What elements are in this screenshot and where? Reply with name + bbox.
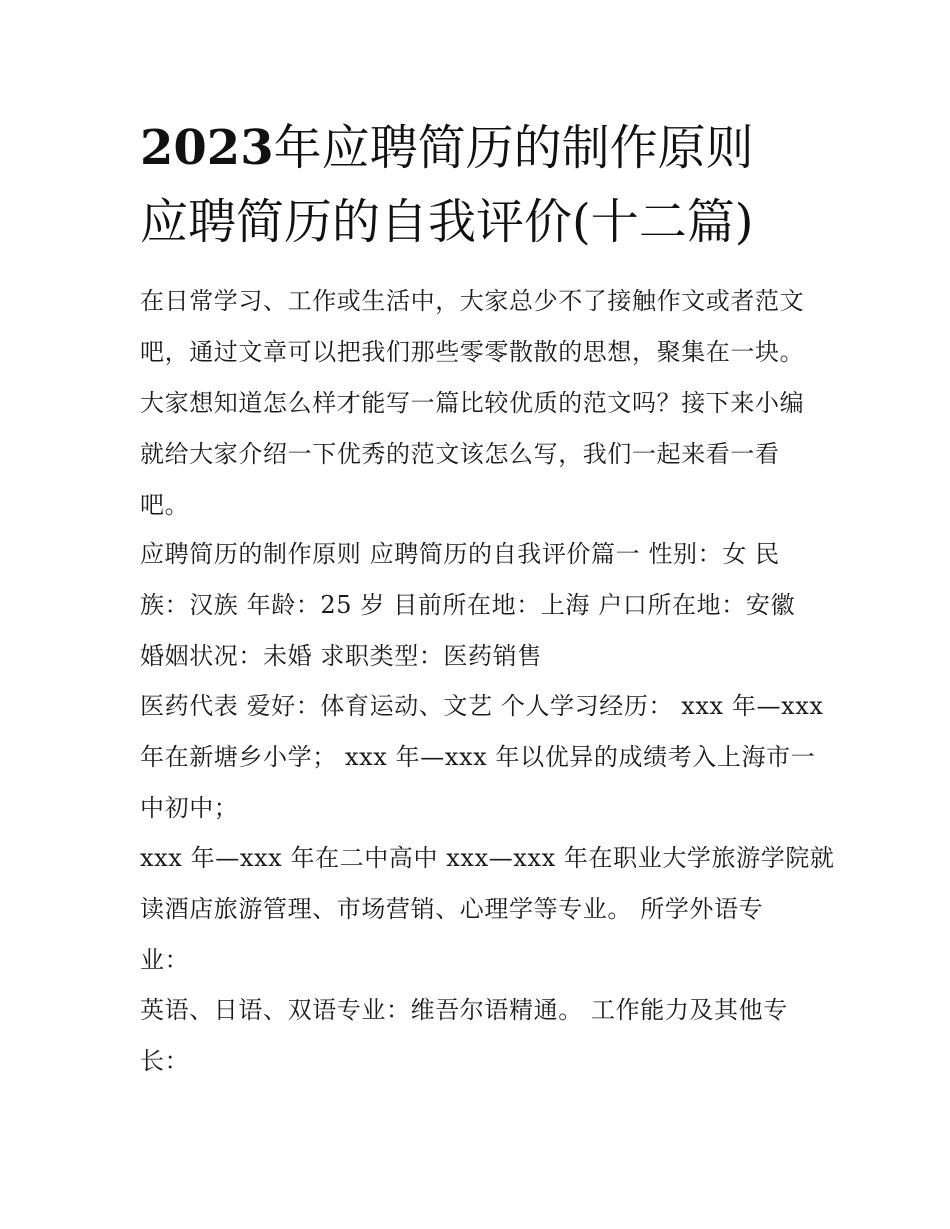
paragraph-education-primary [140,681,824,834]
text-line: 读酒店旅游管理、市场营销、心理学等专业。 所学外语专 [140,895,764,923]
text-line: 医药代表 爱好：体育运动、文艺 个人学习经历： xxx 年—xxx [140,692,824,720]
document-title-line-1 [140,120,840,176]
paragraph-languages [140,985,820,1087]
text-line: 大家想知道怎么样才能写一篇比较优质的范文吗？接下来小编 [140,389,805,417]
text-line: 在日常学习、工作或生活中，大家总少不了接触作文或者范文 [140,287,805,315]
text-line: 年在新塘乡小学； xxx 年—xxx 年以优异的成绩考入上海市一 [140,743,816,771]
text-line: 中初中； [140,794,239,822]
paragraph-intro [140,276,820,531]
text-line: 族：汉族 年龄：25 岁 目前所在地：上海 户口所在地：安徽 [140,591,796,619]
text-line: 应聘简历的制作原则 应聘简历的自我评价篇一 性别：女 民 [140,540,780,568]
text-line: 英语、日语、双语专业：维吾尔语精通。 工作能力及其他专 [140,996,788,1024]
text-line: 长： [140,1047,190,1075]
text-line: 业： [140,946,190,974]
document-title-line-2: 应聘简历的自我评价(十二篇) [140,194,754,250]
paragraph-personal-info [140,529,820,682]
paragraph-education-higher [140,833,835,986]
text-line: 吧，通过文章可以把我们那些零零散散的思想，聚集在一块。 [140,338,805,366]
text-line: xxx 年—xxx 年在二中高中 xxx—xxx 年在职业大学旅游学院就 [140,844,835,872]
text-line: 吧。 [140,491,190,519]
text-line: 婚姻状况：未婚 求职类型：医药销售 [140,642,542,670]
title-text: 年应聘简历的制作原则 [273,120,754,176]
title-year: 2023 [140,120,274,176]
text-line: 就给大家介绍一下优秀的范文该怎么写，我们一起来看一看 [140,440,780,468]
